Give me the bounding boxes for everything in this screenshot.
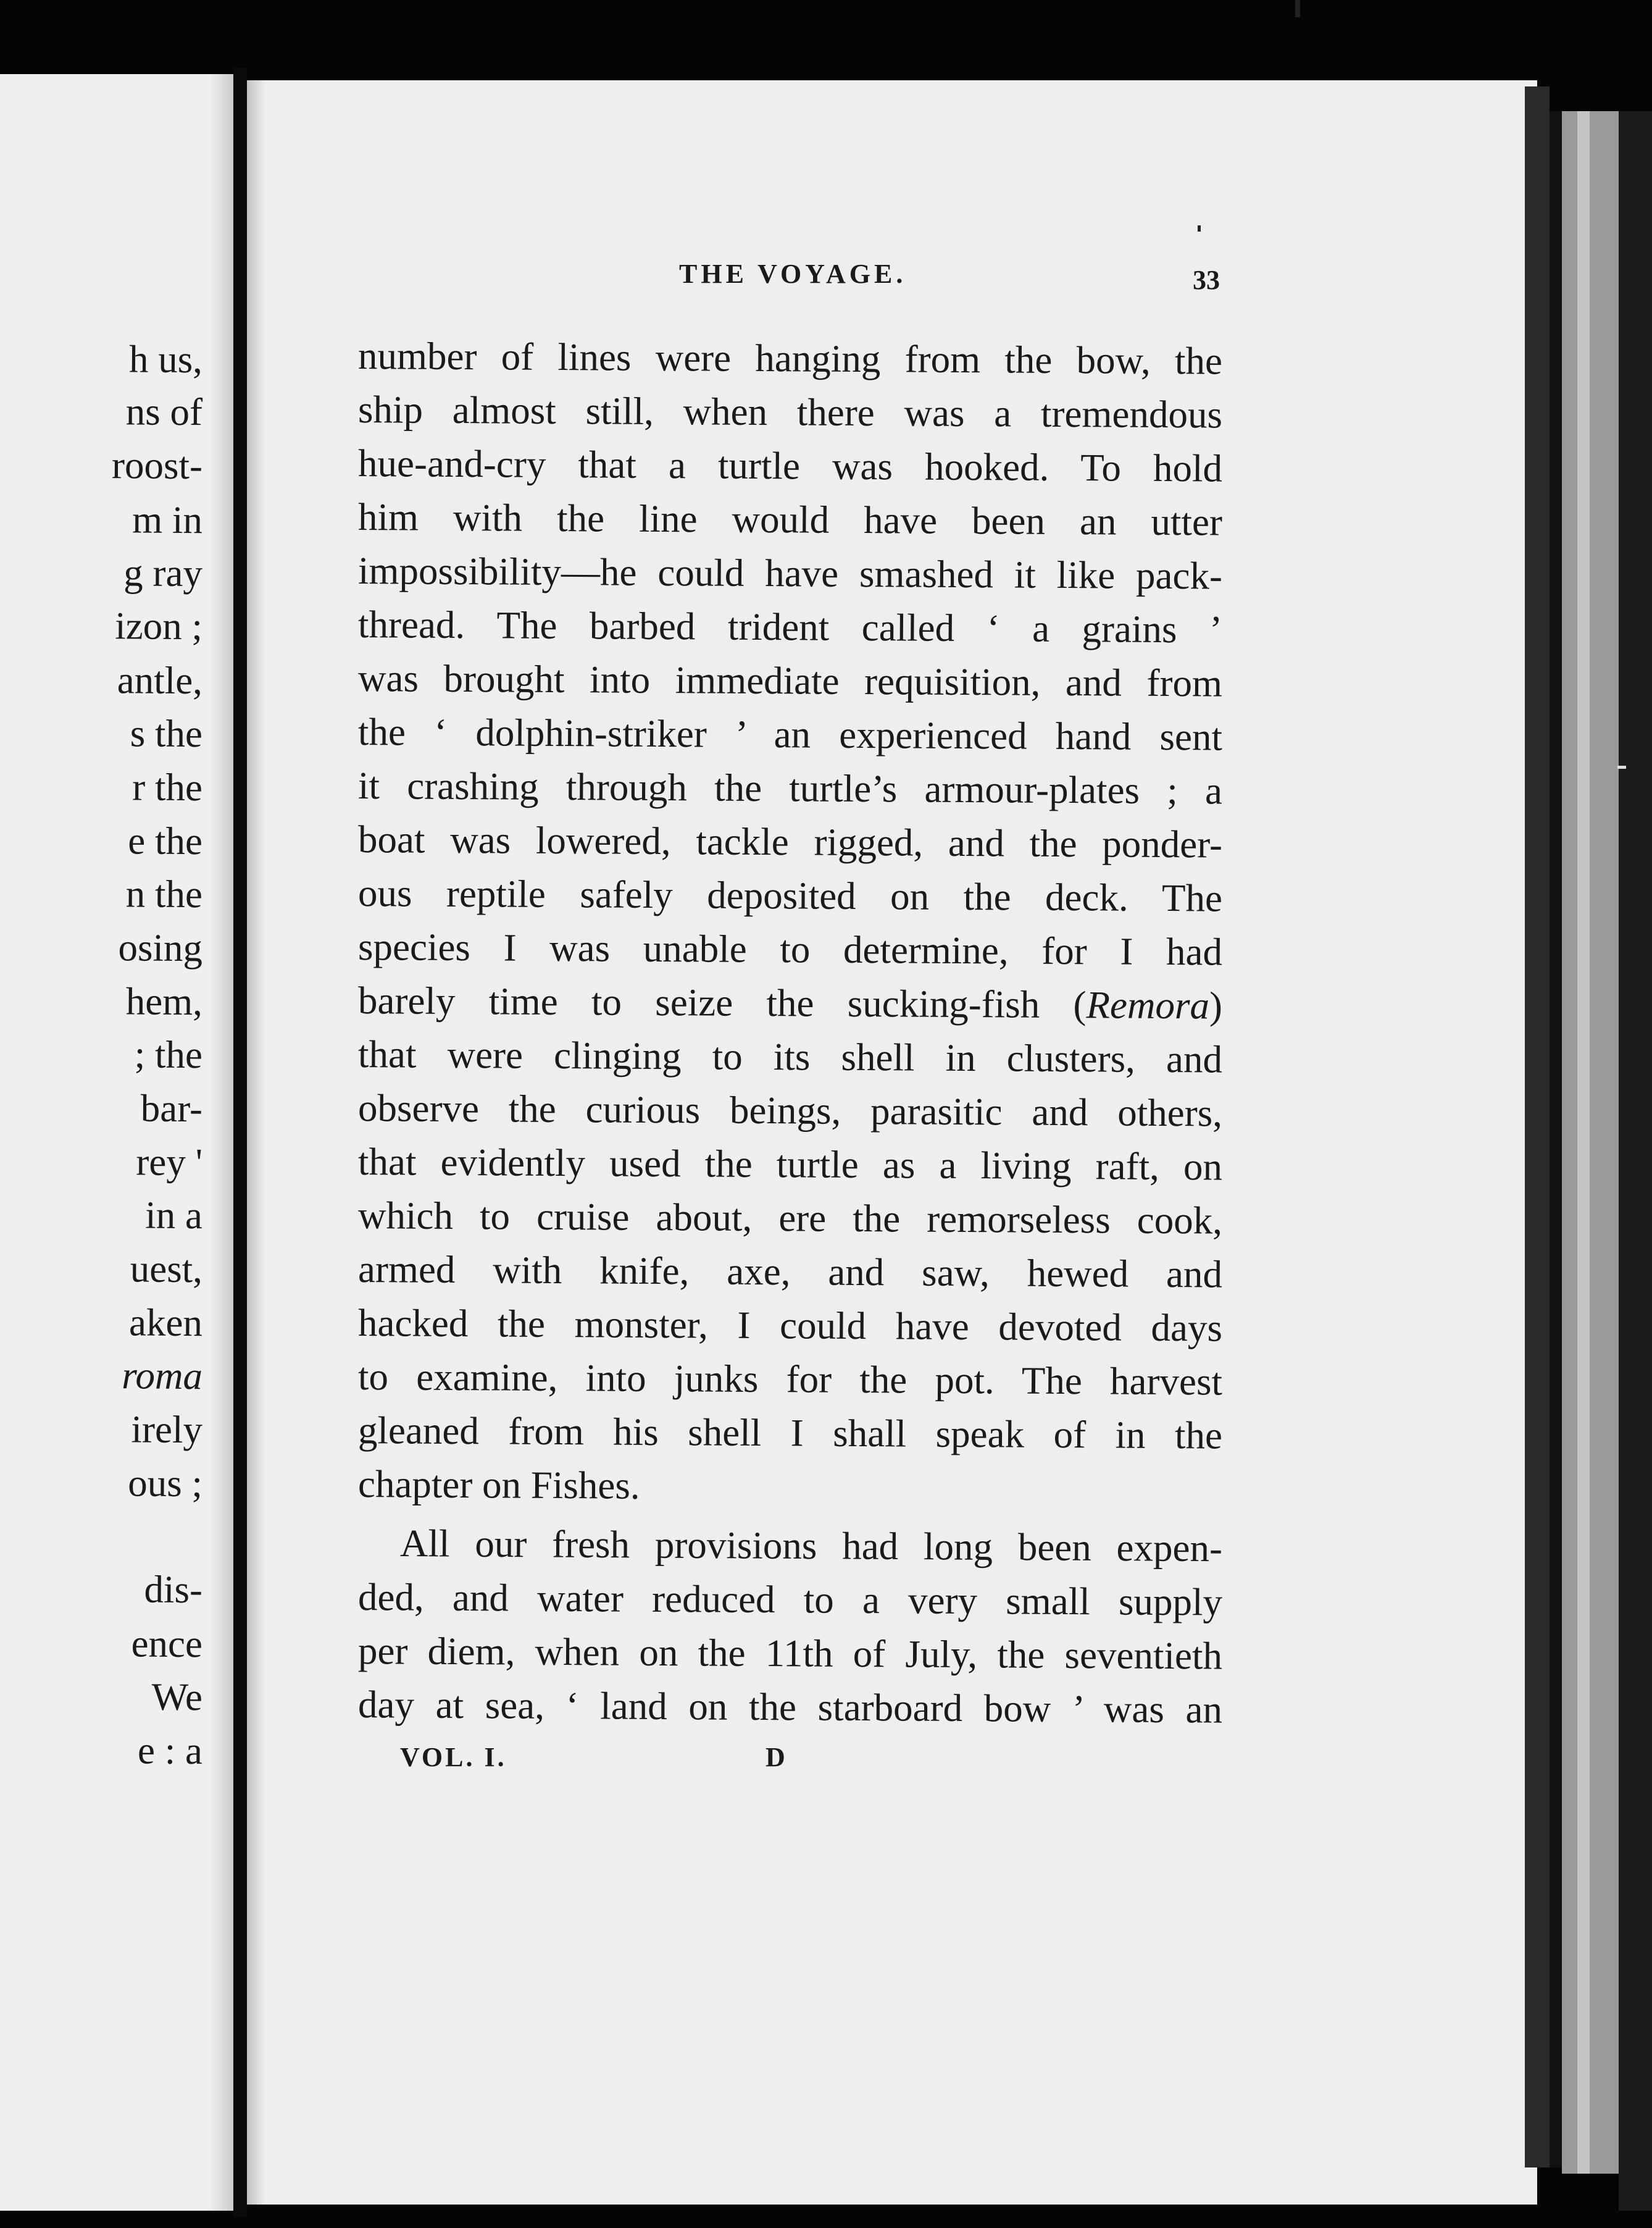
- text-line: him with the line would have been an utter: [357, 495, 1223, 544]
- left-line: aken: [128, 1300, 203, 1345]
- text-line: hue-and-cry that a turtle was hooked. To hold: [357, 442, 1223, 490]
- left-line: hem,: [125, 979, 203, 1024]
- left-line: ence: [131, 1622, 203, 1666]
- left-line: e : a: [137, 1728, 203, 1773]
- text-line: observe the curious beings, parasitic and others,: [357, 1086, 1223, 1135]
- left-line: roma: [122, 1354, 203, 1398]
- left-line: n the: [125, 872, 203, 916]
- left-line: izon ;: [115, 604, 203, 648]
- left-line: r the: [132, 765, 203, 810]
- page-number: 33: [1193, 265, 1220, 295]
- text-line: that were clinging to its shell in clusters, and: [357, 1032, 1223, 1081]
- page-edge: [1577, 111, 1590, 2174]
- left-line: s the: [130, 711, 203, 756]
- left-line: antle,: [117, 658, 203, 703]
- page-edge: [1550, 111, 1562, 2167]
- scan-speck: [1617, 766, 1626, 769]
- left-line: osing: [118, 926, 203, 970]
- left-line: We: [151, 1675, 203, 1719]
- text-line: armed with knife, axe, and saw, hewed and: [357, 1247, 1223, 1296]
- text-line: day at sea, ‘ land on the starboard bow ’ was an: [357, 1683, 1223, 1732]
- page-edge: [1525, 86, 1550, 2167]
- scan-speck: [1198, 225, 1201, 232]
- left-line: m in: [131, 498, 203, 542]
- left-line: ns of: [125, 390, 203, 434]
- left-line: bar-: [140, 1086, 203, 1131]
- text-line: All our fresh provisions had long been expen-: [399, 1522, 1223, 1570]
- text-segment: ): [1209, 984, 1223, 1028]
- text-line: it crashing through the turtle’s armour-plates ; a: [357, 764, 1223, 813]
- left-line: h us,: [128, 337, 203, 382]
- text-line: which to cruise about, ere the remorseless cook,: [357, 1194, 1223, 1242]
- text-line: [358, 981, 1222, 1026]
- page-shadow: [247, 80, 265, 2205]
- text-line: gleaned from his shell I shall speak of in the: [357, 1409, 1223, 1457]
- page-edge: [1562, 111, 1619, 2174]
- left-line: rey ': [136, 1140, 203, 1184]
- left-page-fragment: [0, 74, 233, 2211]
- text-line: that evidently used the turtle as a living raft, on: [357, 1140, 1223, 1189]
- text-line: hacked the monster, I could have devoted days: [357, 1301, 1223, 1350]
- running-head: THE VOYAGE.: [679, 259, 907, 289]
- text-line: ded, and water reduced to a very small supply: [357, 1575, 1223, 1624]
- left-line: irely: [131, 1407, 203, 1452]
- text-line: ous reptile safely deposited on the deck. The: [357, 871, 1223, 920]
- left-line: dis-: [144, 1567, 203, 1612]
- scan-speck: [1295, 0, 1300, 17]
- text-line: boat was lowered, tackle rigged, and the ponder-: [357, 818, 1223, 866]
- text-line: species I was unable to determine, for I had: [357, 925, 1223, 974]
- book-spine: [233, 68, 247, 2217]
- italic-species-name: Remora: [1086, 983, 1210, 1028]
- page-edge: [1619, 111, 1652, 2211]
- text-line: ship almost still, when there was a tremendous: [357, 388, 1223, 437]
- signature-volume: VOL. I.: [400, 1742, 507, 1772]
- left-line: g ray: [123, 551, 203, 595]
- text-line: thread. The barbed trident called ‘ a grains ’: [357, 603, 1223, 651]
- left-line: roost-: [111, 443, 203, 488]
- gutter-shadow: [209, 74, 233, 2211]
- text-line: chapter on Fishes.: [357, 1462, 640, 1507]
- left-line: uest,: [130, 1247, 203, 1291]
- left-line: ; the: [134, 1032, 203, 1077]
- text-line: number of lines were hanging from the bow, the: [357, 334, 1223, 383]
- left-line: in a: [145, 1193, 203, 1238]
- left-line: e the: [128, 819, 203, 863]
- text-line: was brought into immediate requisition, and from: [357, 656, 1223, 705]
- text-segment: barely time to seize the sucking-fish (: [357, 979, 1087, 1027]
- text-line: the ‘ dolphin-striker ’ an experienced hand sent: [357, 710, 1223, 759]
- left-line: ous ;: [127, 1461, 203, 1506]
- text-line: impossibility—he could have smashed it like pack-: [357, 549, 1223, 598]
- text-line: to examine, into junks for the pot. The harvest: [357, 1355, 1223, 1404]
- text-line: per diem, when on the 11th of July, the seventieth: [357, 1629, 1223, 1678]
- signature-letter: D: [766, 1742, 785, 1772]
